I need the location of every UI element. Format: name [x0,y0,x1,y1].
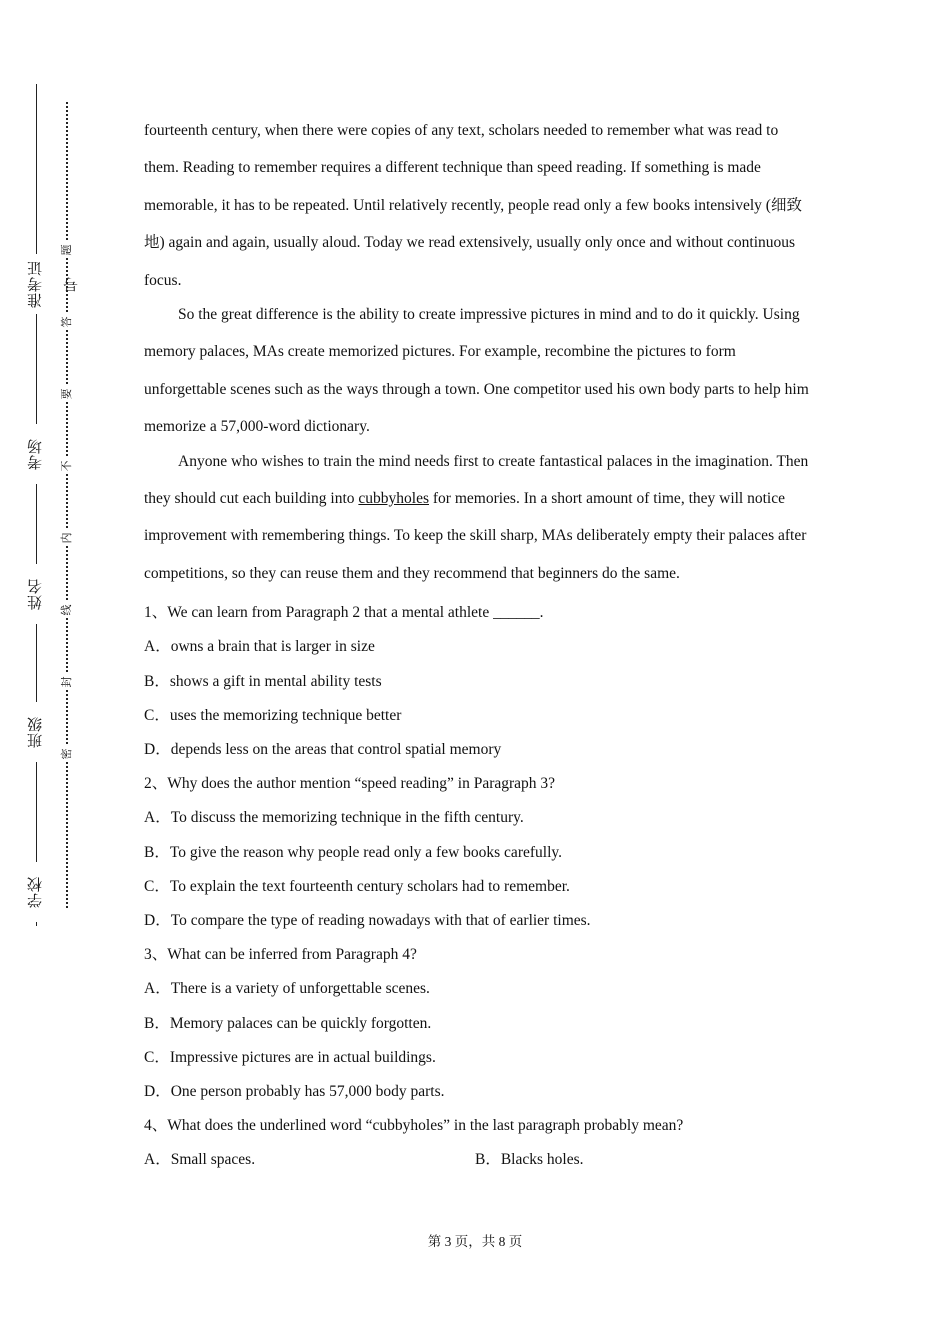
answer-option: A．To discuss the memorizing technique in the fifth century. [144,809,524,827]
binding-margin-labels [18,84,80,926]
seal-line [61,102,73,908]
passage-last-paragraph [144,443,810,593]
answer-option: D．To compare the type of reading nowadays with that of earlier times. [144,911,591,929]
seal-char: 要 [59,386,75,402]
paragraph-text: Anyone who wishes to train the mind needs first to create fantastical palaces in the imagination. Then they should cut each building into [144,452,809,508]
answer-option: A．Small spaces. [144,1151,256,1169]
exam-room-label: 考场 [18,424,54,484]
answer-option-row [144,1143,810,1177]
answer-option: A．owns a brain that is larger in size [144,638,375,656]
seal-char: 不 [59,458,75,474]
seal-char: 密 [59,746,75,762]
passage-paragraph: fourteenth century, when there were copies of any text, scholars needed to remember what was read to them. Reading to remember requires a different technique than speed reading. If something is made memorable, it has to be repeated. Until relatively recently, people read only a few books intensively (细致地) again and again, usually aloud. Today we read extensively, usually only once and without continuous focus. [144,122,802,289]
answer-option: C．To explain the text fourteenth century scholars had to remember. [144,877,570,895]
page-footer: 第 3 页，共 8 页 [427,1234,523,1249]
seal-char: 题 [59,242,75,258]
exam-number-label: 准考证号 [18,254,54,314]
question-stem: 2、Why does the author mention “speed reading” in Paragraph 3? [144,775,556,793]
passage-paragraph: So the great difference is the ability to create impressive pictures in mind and to do it quickly. Using memory palaces, MAs create memorized pictures. For example, recombine the pictures to form unforgettable scenes such as the ways through a town. One competitor used his own body parts to help him memorize a 57,000-word dictionary. [144,306,809,436]
answer-option: B．Memory palaces can be quickly forgotten. [144,1014,432,1032]
seal-dotted-line [66,102,68,908]
class-label: 班级 [18,702,54,762]
page-content [144,112,810,1177]
seal-char: 答 [59,314,75,330]
answer-option: D．depends less on the areas that control spatial memory [144,741,502,759]
answer-option: A．There is a variety of unforgettable scenes. [144,980,430,998]
paragraph-text: for memories. In a short amount of time, they will notice improvement with remembering things. To keep the skill sharp, MAs deliberately empty their palaces after competitions, so they can reuse them and they recommend that beginners do the same. [144,490,807,582]
underlined-word: cubbyholes [358,490,429,508]
answer-option: B．shows a gift in mental ability tests [144,672,382,690]
question-list [144,596,810,1177]
question-stem: 3、What can be inferred from Paragraph 4? [144,946,417,964]
question-stem: 4、What does the underlined word “cubbyholes” in the last paragraph probably mean? [144,1117,684,1135]
answer-option: D．One person probably has 57,000 body parts. [144,1082,445,1100]
question-stem: 1、We can learn from Paragraph 2 that a mental athlete ______. [144,604,544,622]
seal-char: 线 [59,602,75,618]
answer-option: C．uses the memorizing technique better [144,706,402,724]
name-label: 姓名 [18,564,54,624]
answer-option: B．Blacks holes. [475,1151,584,1169]
binding-vertical-line [36,84,37,926]
answer-option: C．Impressive pictures are in actual buildings. [144,1048,436,1066]
seal-char: 内 [59,530,75,546]
seal-char: 封 [59,674,75,690]
answer-option: B．To give the reason why people read only a few books carefully. [144,843,563,861]
school-label: 学校 [18,862,54,922]
